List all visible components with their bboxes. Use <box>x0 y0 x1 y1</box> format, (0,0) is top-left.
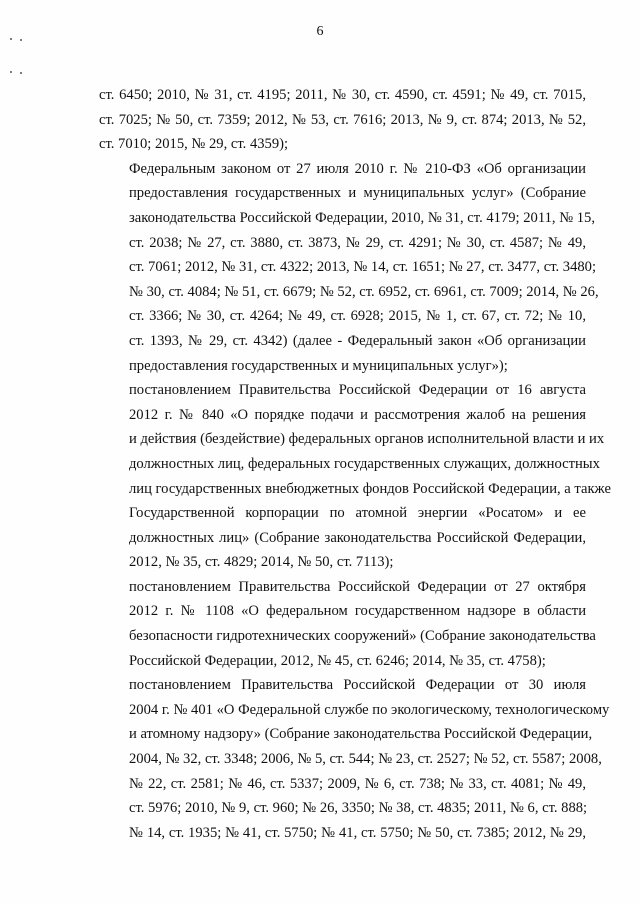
page-number: 6 <box>316 24 324 39</box>
text-line: постановлением Правительства Российской Федерации от 16 августа <box>129 382 586 399</box>
text-line: лиц государственных внебюджетных фондов Российской Федерации, а также <box>129 480 611 497</box>
text-line: и атомному надзору» (Собрание законодательства Российской Федерации, <box>129 726 593 743</box>
text-line: Федеральным законом от 27 июля 2010 г. № 210-ФЗ «Об организации <box>129 160 586 177</box>
text-line: № 30, ст. 4084; № 51, ст. 6679; № 52, ст. 6952, ст. 6961, ст. 7009; 2014, № 26, <box>129 283 599 300</box>
text-line: ст. 1393, № 29, ст. 4342) (далее - Федеральный закон «Об организации <box>129 332 586 349</box>
text-line: 2004 г. № 401 «О Федеральной службе по экологическому, технологическому <box>129 701 610 718</box>
text-line: Российской Федерации, 2012, № 45, ст. 6246; 2014, № 35, ст. 4758); <box>129 652 546 669</box>
text-line: ст. 7010; 2015, № 29, ст. 4359); <box>99 136 289 153</box>
text-line: ст. 3366; № 30, ст. 4264; № 49, ст. 6928; 2015, № 1, ст. 67, ст. 72; № 10, <box>129 308 586 325</box>
text-line: ст. 5976; 2010, № 9, ст. 960; № 26, 3350; № 38, ст. 4835; 2011, № 6, ст. 888; <box>129 800 588 817</box>
text-line: предоставления государственных и муниципальных услуг»); <box>129 357 508 374</box>
text-line: должностных лиц, федеральных государственных служащих, должностных <box>129 455 600 472</box>
text-line: № 14, ст. 1935; № 41, ст. 5750; № 41, ст. 5750; № 50, ст. 7385; 2012, № 29, <box>129 824 586 841</box>
document-body <box>99 83 611 845</box>
text-line: предоставления государственных и муниципальных услуг» (Собрание <box>129 185 586 202</box>
text-line: ст. 7061; 2012, № 31, ст. 4322; 2013, № 14, ст. 1651; № 27, ст. 3477, ст. 3480; <box>129 259 597 276</box>
text-line: 2012 г. № 1108 «О федеральном государственном надзоре в области <box>129 603 586 620</box>
paragraph <box>99 157 599 378</box>
text-line: Государственной корпорации по атомной энергии «Росатом» и ее <box>129 505 586 522</box>
paragraph <box>99 673 610 845</box>
text-line: 2004, № 32, ст. 3348; 2006, № 5, ст. 544; № 23, ст. 2527; № 52, ст. 5587; 2008, <box>129 751 602 768</box>
text-line: безопасности гидротехнических сооружений» (Собрание законодательства <box>129 628 596 645</box>
text-line: 2012 г. № 840 «О порядке подачи и рассмотрения жалоб на решения <box>129 406 586 423</box>
paragraph <box>99 83 586 157</box>
text-line: ст. 6450; 2010, № 31, ст. 4195; 2011, № 30, ст. 4590, ст. 4591; № 49, ст. 7015, <box>99 87 586 103</box>
text-line: законодательства Российской Федерации, 2010, № 31, ст. 4179; 2011, № 15, <box>129 209 596 226</box>
text-line: постановлением Правительства Российской Федерации от 30 июля <box>129 677 586 694</box>
text-line: должностных лиц» (Собрание законодательства Российской Федерации, <box>129 529 586 546</box>
paragraph <box>99 378 611 575</box>
paragraph <box>99 575 596 673</box>
text-line: и действия (бездействие) федеральных органов исполнительной власти и их <box>129 431 605 448</box>
text-line: постановлением Правительства Российской Федерации от 27 октября <box>129 578 586 595</box>
text-line: № 22, ст. 2581; № 46, ст. 5337; 2009, № 6, ст. 738; № 33, ст. 4081; № 49, <box>129 775 586 792</box>
text-line: ст. 7025; № 50, ст. 7359; 2012, № 53, ст. 7616; 2013, № 9, ст. 874; 2013, № 52, <box>99 111 586 128</box>
text-line: 2012, № 35, ст. 4829; 2014, № 50, ст. 7113); <box>129 554 394 571</box>
text-line: ст. 2038; № 27, ст. 3880, ст. 3873, № 29, ст. 4291; № 30, ст. 4587; № 49, <box>129 234 586 251</box>
